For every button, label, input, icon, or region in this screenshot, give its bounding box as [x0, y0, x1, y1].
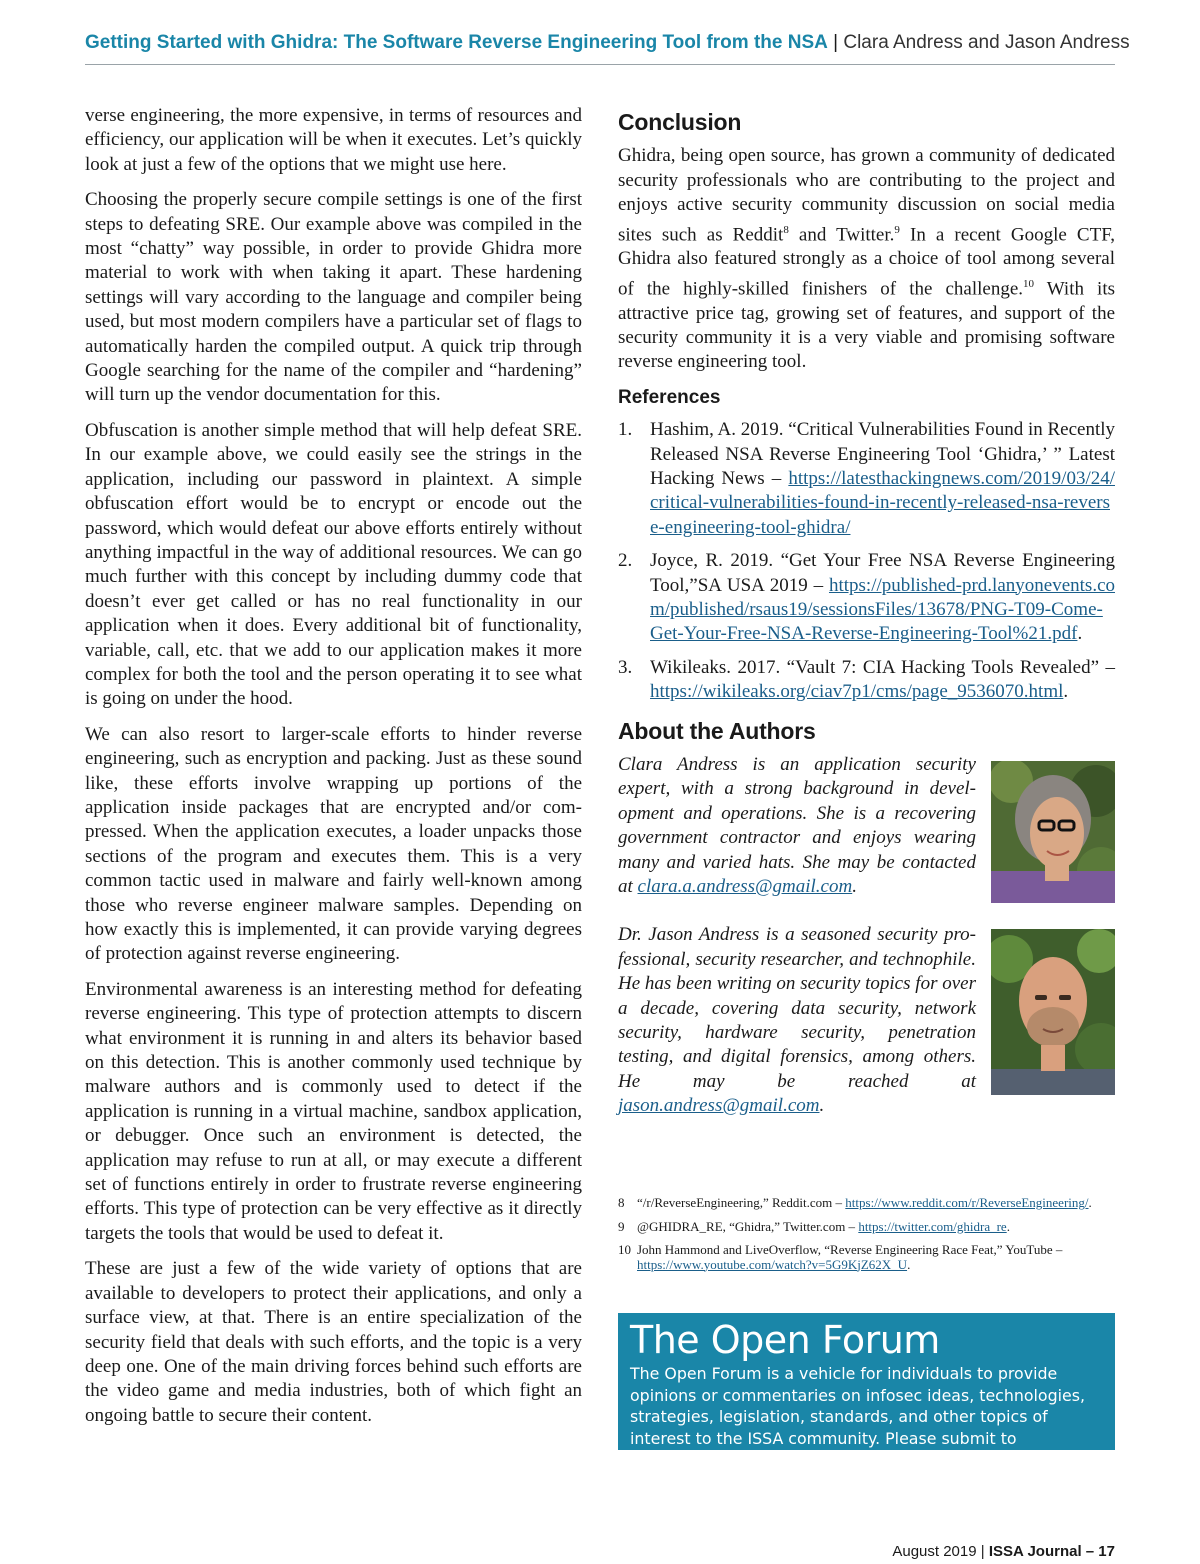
conclusion-text: In a recent Google CTF, Ghidra also featured strongly as a choice of tool among several of the highly-skilled finishers of the challenge. — [618, 223, 1115, 300]
footnote-item — [618, 1243, 1115, 1272]
reference-item — [618, 418, 1115, 540]
clara-bio — [618, 753, 976, 899]
references-list — [618, 418, 1115, 704]
body-paragraph: Choosing the properly secure compile settings is one of the first steps to defeating SRE. Our example above was compiled in the most “chatty” way possible, in order to provide Ghidra more material to work with when taking it apart. These hardening settings will vary according to the language and compiler being used, but most modern compilers have a particular set of flags to automatically harden the compiled output. A quick trip through Google searching for the name of the compiler and “hardening” will turn up the vendor documentation for this. — [85, 189, 582, 406]
reference-punct: . — [1077, 623, 1083, 645]
body-paragraph: Obfuscation is another simple method that will help defeat SRE. In our example above, we could easily see the strings in the application, including our password in plaintext. A simple obfuscation effort would be to encrypt or encode out the password, which would defeat our above efforts entirely without anything impactful in the way of additional resources. We can go much further with this concept by including dummy code that doesn’t ever get called or has no real functionality in our application when it does. Every additional bit of functionality, variable, call, etc. that we add to our application makes it more complex for both the tool and the person operating it to see what is going on under the hood. — [85, 419, 582, 710]
article-authors: Clara Andress and Jason Andress — [843, 32, 1130, 53]
reference-number: 1. — [618, 419, 633, 441]
page-footer — [892, 1543, 1115, 1560]
left-column — [85, 104, 582, 1439]
conclusion-heading: Conclusion — [618, 109, 742, 135]
conclusion-paragraph — [618, 144, 1115, 374]
conclusion-text: and Twitter. — [788, 223, 895, 245]
reference-text: Joyce, R. 2019. “Get Your Free NSA Reverse Engineering Tool,”SA USA 2019 – — [650, 550, 1115, 596]
footnote-link[interactable]: https://www.reddit.com/r/ReverseEngineering/ — [845, 1195, 1089, 1210]
clara-portrait-image — [991, 761, 1115, 903]
footnote-ref-8[interactable]: 8 — [783, 223, 789, 236]
body-paragraph: We can also resort to larger-scale efforts to hinder reverse engineering, such as encryption and packing. Just as these sound like, these efforts involve wrapping up portions of the application inside packages that are encrypted and/or compressed. When the application executes, a loader unpacks those sections of the program and executes them. This is a very common tactic used in malware and fairly well-known among those who reverse engineer malware samples. Depending on how exactly this is implemented, it can provide varying degrees of protection against reverse engineering. — [85, 723, 582, 965]
reference-item — [618, 549, 1115, 647]
reference-item — [618, 656, 1115, 705]
bio-punct: . — [819, 1095, 825, 1117]
footnote-link[interactable]: https://twitter.com/ghidra_re — [858, 1218, 1007, 1234]
jason-portrait-image — [991, 929, 1115, 1095]
reference-text: Wikileaks. 2017. “Vault 7: CIA Hacking Tools Revealed” – — [650, 656, 1115, 678]
reference-number: 2. — [618, 550, 633, 572]
about-authors-heading: About the Authors — [618, 717, 816, 744]
footnote-punct: . — [1088, 1195, 1092, 1210]
reference-text: Hashim, A. 2019. “Critical Vulnerabilities Found in Recently Released NSA Reverse Engineering Tool ‘Ghidra,’ ” Latest Hacking News – — [650, 419, 1115, 489]
conclusion-text: With its attractive price tag, growing set of features, and support of the security community it is a very viable and promising software reverse engineering tool. — [618, 278, 1115, 373]
journal-page: ISSA Journal – 17 — [988, 1543, 1115, 1560]
jason-bio-text: Dr. Jason Andress is a seasoned security professional, security researcher, and technophile. He has been writing on security topics for over a decade, covering data security, network security, hardware security, penetration testing, and digital forensics, among others. He may be reached at — [618, 924, 976, 1092]
open-forum-title: The Open Forum — [630, 1318, 940, 1362]
body-paragraph: Environmental awareness is an interesting method for defeating reverse engineering. This type of protection attempts to discern what environment it is running in and alters its behavior based on this detection. This is another commonly used technique by malware authors and is commonly used to detect if the application is running in a virtual machine, sandbox application, or debugger. Once such an environment is detected, the application may refuse to run at all, or may execute a different set of functions entirely in order to frustrate reverse engineering efforts. This type of protection can be very effective as it directly targets the tools that would be used to defeat it. — [85, 978, 582, 1244]
jason-photo — [991, 929, 1115, 1095]
footnote-link[interactable]: https://www.youtube.com/watch?v=5G9KjZ62X_U — [637, 1256, 908, 1272]
footnote-text: “/r/ReverseEngineering,” Reddit.com – — [637, 1195, 846, 1210]
reference-link[interactable]: https://published-prd.lanyonevents.com/published/rsaus19/sessionsFiles/13678/PNG-T09-Come-Get-Your-Free-NSA-Reverse-Engineering-Tool%21.pdf — [650, 574, 1115, 645]
reference-number: 3. — [618, 656, 633, 678]
reference-punct: . — [1063, 681, 1069, 703]
footnote-text: @GHIDRA_RE, “Ghidra,” Twitter.com – — [637, 1218, 859, 1234]
reference-link[interactable]: https://wikileaks.org/ciav7p1/cms/page_9536070.html — [650, 681, 1064, 703]
author-clara — [618, 753, 1115, 899]
footnote-punct: . — [1006, 1218, 1010, 1234]
article-title: Getting Started with Ghidra: The Software Reverse Engineering Tool from the NSA — [85, 32, 828, 53]
open-forum-text — [630, 1363, 1103, 1471]
footnote-punct: . — [907, 1256, 911, 1272]
open-forum-email-link[interactable]: editor@issa.org — [630, 1450, 754, 1469]
references-heading: References — [618, 386, 721, 408]
footnote-item — [618, 1220, 1115, 1235]
footer-separator: | — [976, 1543, 989, 1560]
footnote-ref-9[interactable]: 9 — [894, 223, 900, 236]
header-separator: | — [827, 32, 844, 53]
reference-link[interactable]: https://latesthackingnews.com/2019/03/24/critical-vulnerabilities-found-in-recently-released-nsa-reverse-engineering-tool-ghidra/ — [650, 467, 1115, 538]
bio-punct: . — [852, 876, 857, 898]
clara-email-link[interactable]: clara.a.andress@gmail.com — [637, 876, 853, 898]
clara-photo — [991, 761, 1115, 903]
footnote-ref-10[interactable]: 10 — [1023, 277, 1035, 290]
clara-bio-text: Clara Andress is an application security expert, with a strong background in development and operations. She is a recovering government contractor and enjoys wearing many and varied hats. She may be contacted at — [618, 754, 976, 898]
footnote-number: 8 — [618, 1195, 625, 1210]
right-column — [618, 110, 1115, 1130]
author-jason — [618, 923, 1115, 1118]
open-forum-body: The Open Forum is a vehicle for individuals to provide opinions or commentaries on infosec ideas, technologies, strategies, legislation, standards, and other topics of interest to the ISSA community. Please submit to — [630, 1364, 1085, 1448]
footnote-text: John Hammond and LiveOverflow, “Reverse Engineering Race Feat,” YouTube – — [637, 1242, 1063, 1257]
footnotes — [618, 1196, 1115, 1281]
conclusion-text: Ghidra, being open source, has grown a community of dedicated security professionals who are contributing to the project and enjoys active security community discussion on social media sites such as Reddit — [618, 145, 1115, 245]
running-header — [85, 32, 1130, 65]
body-paragraph: These are just a few of the wide variety of options that are available to developers to protect their applications, and only a surface view, at that. There is an entire specialization of the security field that deals with such efforts, and the topic is a very deep one. One of the main driving forces behind such efforts are the video game and media industries, both of which fight an ongoing battle to secure their content. — [85, 1258, 582, 1426]
footnote-item — [618, 1196, 1115, 1211]
issue-date: August 2019 — [892, 1543, 977, 1560]
footnote-number: 9 — [618, 1218, 625, 1234]
body-paragraph: verse engineering, the more expensive, in terms of resources and efficiency, our application will be when it executes. Let’s quickly look at just a few of the options that we might use here. — [85, 105, 582, 175]
open-forum-punct: . — [753, 1450, 759, 1469]
footnote-number: 10 — [618, 1242, 631, 1257]
jason-bio — [618, 923, 976, 1118]
jason-email-link[interactable]: jason.andress@gmail.com — [618, 1095, 820, 1117]
open-forum-box — [618, 1313, 1115, 1469]
